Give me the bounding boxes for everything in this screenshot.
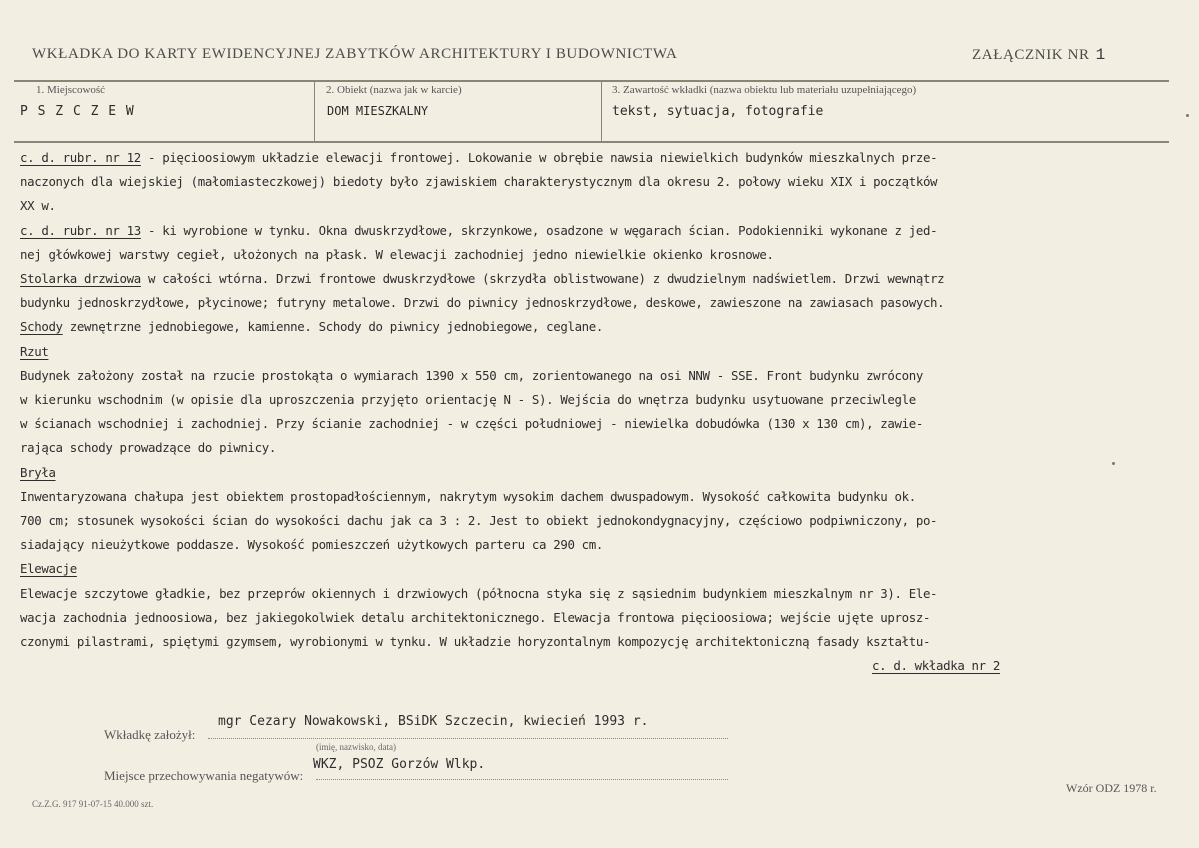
- author-hint: (imię, nazwisko, data): [316, 742, 396, 752]
- text-line: w kierunku wschodnim (w opisie dla uproszczenia przyjęto orientację N - S). Wejścia do wnętrza budynku usytuowane przeciwlegle: [20, 392, 916, 408]
- text-span: w całości wtórna. Drzwi frontowe dwuskrzydłowe (skrzydła oblistwowane) z dwudzielnym nadświetlem. Drzwi wewnątrz: [140, 271, 945, 287]
- text-span: - pięcioosiowym układzie elewacji frontowej. Lokowanie w obrębie nawsia niewielkich budynków mieszkalnych prze-: [140, 150, 938, 165]
- locality-label: 1. Miejscowość: [36, 84, 106, 96]
- text-line: [20, 146, 1190, 170]
- section-keyword: Stolarka drzwiowa: [20, 271, 141, 287]
- object-label: 2. Obiekt (nazwa jak w karcie): [326, 84, 462, 96]
- text-line: [20, 267, 1190, 291]
- text-line: Elewacje szczytowe gładkie, bez przeprów okiennych i drzwiowych (północna styka się z sąsiednim budynkiem mieszkalnym nr 3). Ele-: [20, 585, 938, 601]
- column-divider: [601, 80, 602, 141]
- section-reference: c. d. rubr. nr 13: [20, 222, 141, 238]
- author-underline: [208, 738, 728, 739]
- locality-value: P S Z C Z E W: [20, 104, 135, 119]
- text-line: w ścianach wschodniej i zachodniej. Przy ścianie zachodniej - w części południowej - niewielka dobudówka (130 x 130 cm), zawie-: [20, 416, 923, 432]
- author-label: Wkładkę założył:: [104, 727, 196, 742]
- table-bottom-rule: [14, 141, 1169, 143]
- text-span: zewnętrzne jednobiegowe, kamienne. Schody do piwnicy jednobiegowe, ceglane.: [62, 319, 604, 335]
- text-line: naczonych dla wiejskiej (małomiasteczkowej) biedoty było zjawiskiem charakterystycznym dla okresu 2. połowy wieku XIX i początków: [20, 174, 938, 190]
- table-top-rule: [14, 80, 1169, 82]
- storage-label: Miejsce przechowywania negatywów:: [104, 768, 304, 783]
- storage-underline: [316, 779, 728, 780]
- section-heading-rzut: [20, 340, 1190, 364]
- section-heading-bryla: [20, 461, 1190, 485]
- form-title: WKŁADKA DO KARTY EWIDENCYJNEJ ZABYTKÓW ARCHITEKTURY I BUDOWNICTWA: [32, 46, 678, 62]
- text-line: siadający nieużytkowe poddasze. Wysokość pomieszczeń użytkowych parteru ca 290 cm.: [20, 537, 604, 553]
- pattern-note: Wzór ODZ 1978 r.: [1066, 781, 1157, 795]
- heading-text: Bryła: [20, 464, 56, 480]
- continued-note: [20, 654, 1190, 678]
- text-line: Inwentaryzowana chałupa jest obiektem prostopadłościennym, nakrytym wysokim dachem dwuspadowym. Wysokość całkowita budynku ok.: [20, 488, 916, 504]
- column-divider: [314, 80, 315, 141]
- text-line: Budynek założony został na rzucie prostokąta o wymiarach 1390 x 550 cm, zorientowanego na osi NNW - SSE. Front budynku zwrócony: [20, 367, 923, 383]
- text-line: nej główkowej warstwy cegieł, ułożonych na płask. W elewacji zachodniej jedno niewielkie okienko krosnowe.: [20, 246, 774, 262]
- heading-text: Elewacje: [20, 561, 77, 577]
- text-line: 700 cm; stosunek wysokości ścian do wysokości dachu jak ca 3 : 2. Jest to obiekt jednokondygnacyjny, częściowo podpiwniczony, po-: [20, 513, 938, 529]
- section-reference: c. d. rubr. nr 12: [20, 150, 141, 165]
- text-line: [20, 315, 1190, 339]
- author-value: mgr Cezary Nowakowski, BSiDK Szczecin, kwiecień 1993 r.: [218, 714, 649, 729]
- text-line: budynku jednoskrzydłowe, płycinowe; futryny metalowe. Drzwi do piwnicy jednoskrzydłowe, deskowe, zawieszone na zawiasach pasowych.: [20, 295, 945, 311]
- heading-text: Rzut: [20, 343, 49, 359]
- object-value: DOM MIESZKALNY: [327, 104, 429, 118]
- contents-value: tekst, sytuacja, fotografie: [612, 104, 824, 119]
- text-line: XX w.: [20, 198, 56, 214]
- text-line: wacja zachodnia jednoosiowa, bez jakiegokolwiek detalu architektonicznego. Elewacja frontowa pięcioosiowa; wejście ujęte uprosz-: [20, 609, 931, 625]
- continued-text: c. d. wkładka nr 2: [872, 658, 1000, 674]
- text-line: rająca schody prowadzące do piwnicy.: [20, 440, 276, 456]
- paper-mark: [1112, 462, 1115, 465]
- section-keyword: Schody: [20, 319, 63, 335]
- print-info: Cz.Z.G. 917 91-07-15 40.000 szt.: [32, 799, 154, 809]
- text-span: - ki wyrobione w tynku. Okna dwuskrzydłowe, skrzynkowe, osadzone w węgarach ścian. Podokienniki wykonane z jed-: [140, 222, 938, 238]
- attachment-number-value: 1: [1095, 46, 1106, 64]
- attachment-label: ZAŁĄCZNIK NR: [972, 47, 1090, 63]
- contents-label: 3. Zawartość wkładki (nazwa obiektu lub materiału uzupełniającego): [612, 84, 917, 96]
- section-heading-elewacje: [20, 557, 1190, 581]
- text-line: czonymi pilastrami, spiętymi gzymsem, wyrobionymi w tynku. W układzie horyzontalnym kompozycję architektoniczną fasady kształtu-: [20, 634, 931, 650]
- attachment-number: [972, 46, 1106, 64]
- text-line: [20, 219, 1190, 243]
- description-body: [20, 146, 1190, 678]
- paper-mark: [1186, 114, 1189, 117]
- storage-value: WKZ, PSOZ Gorzów Wlkp.: [313, 757, 486, 772]
